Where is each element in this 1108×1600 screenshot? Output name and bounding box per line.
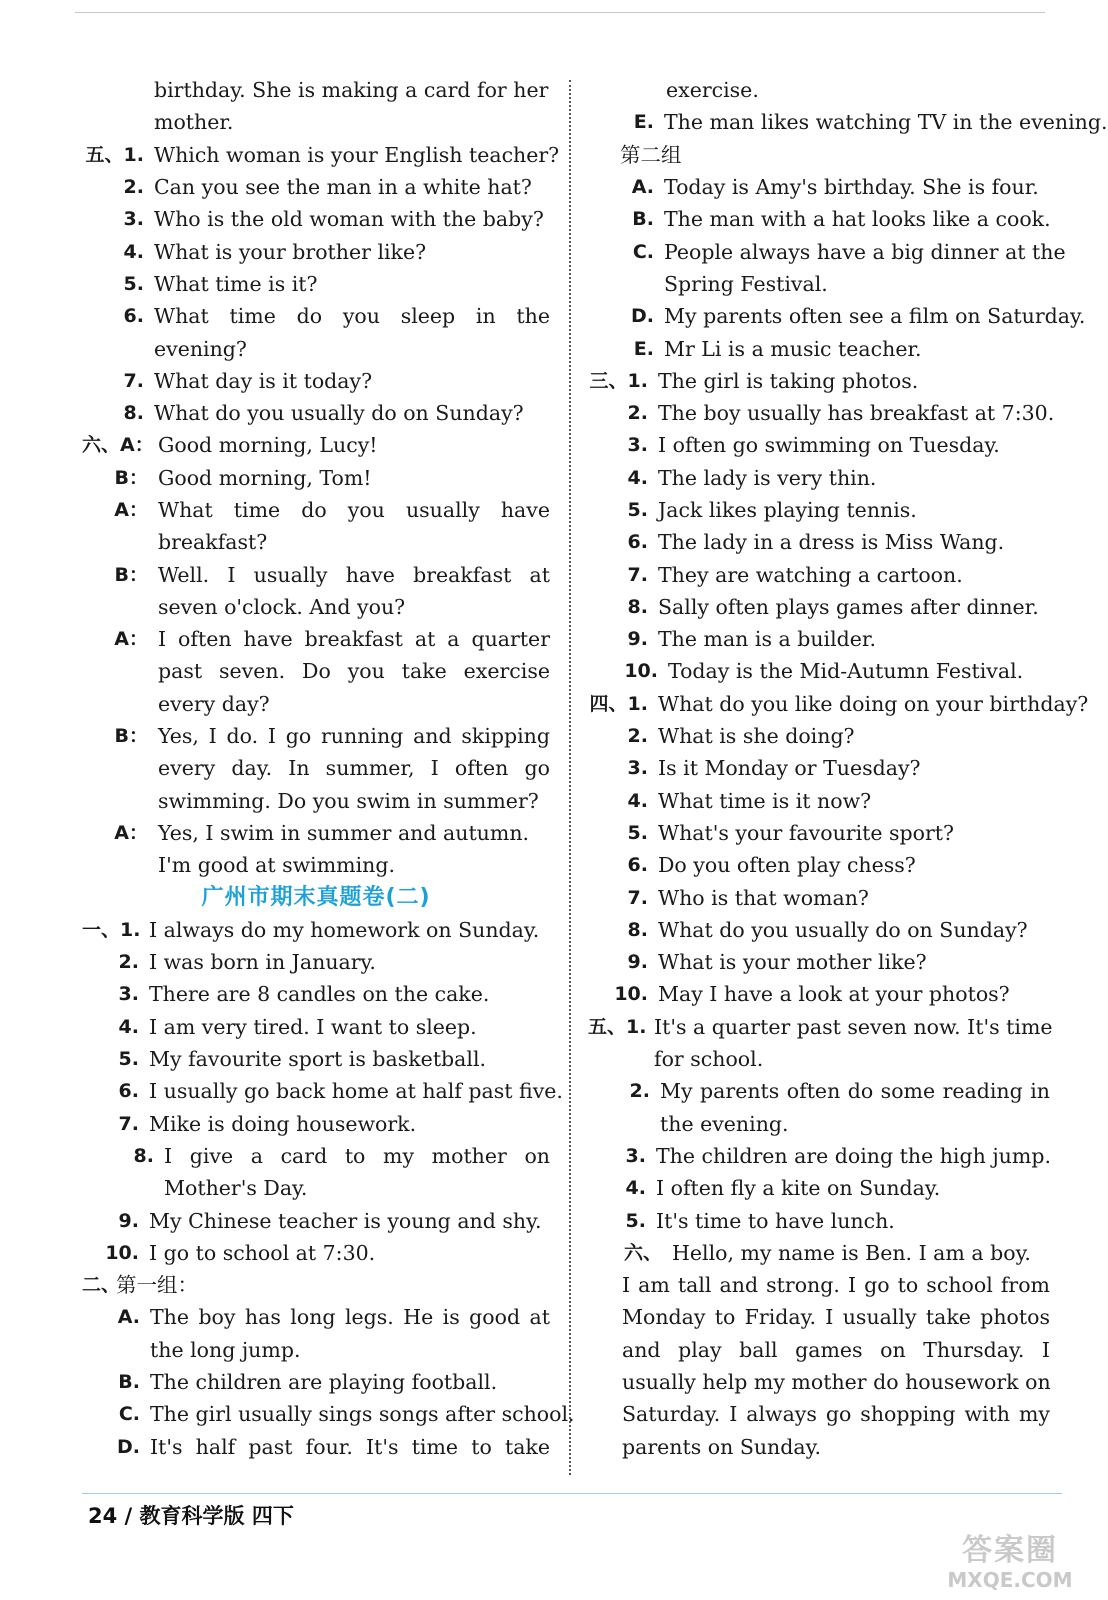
item-text: Good morning, Lucy! xyxy=(158,433,378,458)
answer-line xyxy=(588,1301,1050,1333)
item-text: Yes, I do. I go running and skipping xyxy=(158,724,550,749)
answer-line xyxy=(588,623,1050,655)
item-text: mother. xyxy=(154,110,234,135)
answer-line xyxy=(588,106,1108,138)
item-label: 2. xyxy=(123,176,144,199)
answer-line xyxy=(588,1204,1050,1236)
item-label: 4. xyxy=(123,240,144,263)
answer-line xyxy=(82,558,550,590)
answer-line xyxy=(588,1140,1050,1172)
item-label: 六、 xyxy=(623,1241,662,1264)
item-label: 5. xyxy=(627,821,648,844)
item-text: I give a card to my mother on xyxy=(164,1143,550,1168)
item-label: 一、1. xyxy=(82,918,141,941)
answer-line xyxy=(588,914,1050,946)
answer-line xyxy=(82,1269,550,1301)
answer-line xyxy=(588,494,1050,526)
answer-line xyxy=(82,1334,550,1366)
item-text: I often have breakfast at a quarter xyxy=(158,627,550,652)
item-text: every day? xyxy=(158,691,270,716)
answer-line xyxy=(588,591,1050,623)
answer-line xyxy=(82,139,560,171)
item-text: There are 8 candles on the cake. xyxy=(149,982,490,1007)
item-label: 三、1. xyxy=(589,369,648,392)
answer-line xyxy=(588,849,1050,881)
answer-line xyxy=(82,655,550,687)
answer-line xyxy=(588,1430,1050,1462)
book-edition: 教育科学版 四下 xyxy=(139,1504,294,1528)
item-label: 5. xyxy=(123,272,144,295)
section-title: 广州市期末真题卷(二) xyxy=(201,884,431,910)
answer-line xyxy=(82,203,550,235)
item-text: the evening. xyxy=(660,1111,789,1136)
answer-line xyxy=(82,332,550,364)
item-label: 10. xyxy=(105,1241,139,1264)
answer-line xyxy=(588,752,1050,784)
item-label: 7. xyxy=(627,563,648,586)
item-text: I am tall and strong. I go to school from xyxy=(622,1273,1050,1298)
item-label: 7. xyxy=(627,886,648,909)
item-label: 3. xyxy=(627,434,648,457)
item-text: The lady is very thin. xyxy=(658,465,877,490)
answer-line xyxy=(82,785,550,817)
item-label: 六、A： xyxy=(82,434,154,457)
item-text: It's half past four. It's time to take xyxy=(150,1434,550,1459)
answer-line xyxy=(588,300,1086,332)
item-label: A： xyxy=(114,628,148,651)
item-text: The lady in a dress is Miss Wang. xyxy=(658,530,1005,555)
item-text: The man is a builder. xyxy=(658,627,876,652)
answer-line xyxy=(82,1172,550,1204)
answer-line xyxy=(588,881,1050,913)
item-text: What is she doing? xyxy=(658,724,855,749)
item-text: My parents often see a film on Saturday. xyxy=(664,304,1086,329)
watermark-url: MXQE.COM xyxy=(947,1568,1073,1592)
item-label: 2. xyxy=(627,402,648,425)
item-text: Mr Li is a music teacher. xyxy=(664,336,922,361)
item-label: 二、 xyxy=(82,1274,121,1297)
item-label: 3. xyxy=(118,983,139,1006)
item-label: B. xyxy=(632,208,654,231)
item-text: swimming. Do you swim in summer? xyxy=(158,788,539,813)
item-text: The children are doing the high jump. xyxy=(656,1143,1051,1168)
answer-line xyxy=(82,106,550,138)
answer-line xyxy=(82,1140,550,1172)
left-column xyxy=(82,74,575,1463)
answer-line xyxy=(82,623,550,655)
answer-line xyxy=(82,1237,550,1269)
answer-line xyxy=(82,462,550,494)
right-column xyxy=(588,74,1108,1463)
answer-line xyxy=(588,203,1050,235)
answer-line xyxy=(588,526,1050,558)
item-text: exercise. xyxy=(666,78,759,103)
answer-line xyxy=(588,1043,1050,1075)
answer-line xyxy=(82,429,550,461)
item-text: Hello, my name is Ben. I am a boy. xyxy=(672,1240,1031,1265)
item-label: C. xyxy=(118,1403,140,1426)
item-text: Good morning, Tom! xyxy=(158,465,372,490)
item-label: 10. xyxy=(624,660,658,683)
answer-line xyxy=(588,720,1050,752)
item-text: I usually go back home at half past five. xyxy=(149,1079,563,1104)
item-label: 2. xyxy=(627,725,648,748)
answer-line xyxy=(82,1075,563,1107)
item-text: What do you usually do on Sunday? xyxy=(658,917,1028,942)
item-label: 3. xyxy=(123,208,144,231)
item-text: It's time to have lunch. xyxy=(656,1208,895,1233)
answer-line xyxy=(588,688,1089,720)
item-label: 4. xyxy=(627,466,648,489)
item-text: Mike is doing housework. xyxy=(149,1111,417,1136)
answer-line xyxy=(588,365,1050,397)
item-text: Who is that woman? xyxy=(658,885,869,910)
item-text: I often go swimming on Tuesday. xyxy=(658,433,1000,458)
item-text: birthday. She is making a card for her xyxy=(154,78,549,103)
item-label: 6. xyxy=(123,305,144,328)
item-label: 8. xyxy=(123,402,144,425)
item-text: What do you usually do on Sunday? xyxy=(154,401,524,426)
item-label: 3. xyxy=(625,1144,646,1167)
item-text: Do you often play chess? xyxy=(658,853,916,878)
item-label: 9. xyxy=(627,628,648,651)
answer-line xyxy=(82,1108,550,1140)
answer-line xyxy=(82,74,550,106)
item-text: What do you like doing on your birthday? xyxy=(658,691,1089,716)
item-text: Which woman is your English teacher? xyxy=(154,142,560,167)
item-label: E. xyxy=(633,111,654,134)
item-label: 9. xyxy=(627,951,648,974)
item-text: Today is Amy's birthday. She is four. xyxy=(664,175,1039,200)
answer-line xyxy=(82,1366,550,1398)
item-label: 6. xyxy=(627,854,648,877)
answer-line xyxy=(82,235,550,267)
answer-line xyxy=(588,1237,1050,1269)
answer-line xyxy=(82,526,550,558)
answer-line xyxy=(588,978,1050,1010)
item-label: 8. xyxy=(627,595,648,618)
item-label: 7. xyxy=(123,369,144,392)
item-label: 4. xyxy=(118,1015,139,1038)
answer-line xyxy=(588,1011,1053,1043)
item-text: What is your mother like? xyxy=(658,950,927,975)
item-text: the long jump. xyxy=(150,1337,301,1362)
item-label: 4. xyxy=(627,789,648,812)
item-text: and play ball games on Thursday. I xyxy=(622,1337,1050,1362)
answer-line xyxy=(588,397,1055,429)
answer-line xyxy=(82,365,550,397)
item-label: D. xyxy=(631,305,654,328)
item-label: 4. xyxy=(625,1177,646,1200)
item-text: I go to school at 7:30. xyxy=(149,1240,376,1265)
item-text: The children are playing football. xyxy=(150,1370,498,1395)
item-text: I am very tired. I want to sleep. xyxy=(149,1014,477,1039)
item-text: My parents often do some reading in xyxy=(660,1079,1050,1104)
answer-line xyxy=(588,139,1050,171)
item-text: breakfast? xyxy=(158,530,268,555)
item-text: seven o'clock. And you? xyxy=(158,594,406,619)
answer-line xyxy=(588,332,1050,364)
item-text: Sally often plays games after dinner. xyxy=(658,594,1039,619)
item-label: 2. xyxy=(629,1080,650,1103)
item-text: What time do you usually have xyxy=(158,498,550,522)
item-label: C. xyxy=(632,240,654,263)
item-text: What time is it now? xyxy=(658,788,872,813)
item-label: E. xyxy=(633,337,654,360)
item-text: parents on Sunday. xyxy=(622,1434,821,1459)
item-label: 5. xyxy=(627,499,648,521)
item-text: The boy has long legs. He is good at xyxy=(150,1305,550,1330)
answer-line xyxy=(588,1108,1050,1140)
item-label: 五、1. xyxy=(85,143,144,166)
answer-line xyxy=(588,235,1066,267)
item-label: 5. xyxy=(118,1048,139,1071)
item-text: What's your favourite sport? xyxy=(658,820,955,845)
item-label: 3. xyxy=(627,757,648,780)
item-label: 8. xyxy=(133,1144,154,1167)
answer-line xyxy=(588,655,1050,687)
item-text: The girl is taking photos. xyxy=(658,368,919,393)
item-text: 第二组 xyxy=(620,142,682,167)
item-text: May I have a look at your photos? xyxy=(658,982,1010,1007)
item-text: I'm good at swimming. xyxy=(158,853,396,878)
item-text: The man with a hat looks like a cook. xyxy=(664,207,1051,232)
item-text: People always have a big dinner at the xyxy=(664,239,1066,264)
item-label: A： xyxy=(114,821,148,844)
answer-line xyxy=(82,397,550,429)
answer-line xyxy=(82,1043,550,1075)
watermark-logo xyxy=(935,1534,1085,1594)
answer-line xyxy=(588,558,1050,590)
item-text: What time is it? xyxy=(154,271,318,296)
answer-line xyxy=(82,688,550,720)
item-label: B： xyxy=(114,563,148,586)
footer-rule xyxy=(82,1493,1062,1494)
item-label: 8. xyxy=(627,918,648,941)
answer-line xyxy=(82,946,550,978)
answer-line xyxy=(588,268,1050,300)
item-text: I was born in January. xyxy=(149,950,376,975)
item-text: Can you see the man in a white hat? xyxy=(154,175,532,200)
item-label: A. xyxy=(117,1306,140,1329)
item-label: 9. xyxy=(118,1209,139,1232)
answer-line xyxy=(588,1366,1050,1398)
answer-line xyxy=(82,591,550,623)
item-text: Saturday. I always go shopping with my xyxy=(622,1402,1050,1427)
answer-line xyxy=(588,1334,1050,1366)
answer-line xyxy=(82,1011,550,1043)
item-label: A： xyxy=(114,499,148,521)
item-text: The girl usually sings songs after school. xyxy=(150,1402,575,1427)
watermark-title: 答案圈 xyxy=(962,1533,1058,1568)
item-text: 第一组： xyxy=(116,1273,198,1298)
answer-line xyxy=(82,268,550,300)
item-text: They are watching a cartoon. xyxy=(658,562,963,587)
item-label: 10. xyxy=(614,983,648,1006)
item-label: D. xyxy=(117,1435,140,1458)
item-text: every day. In summer, I often go xyxy=(158,756,550,781)
answer-line xyxy=(82,978,550,1010)
item-text: for school. xyxy=(654,1047,764,1072)
item-text: I often fly a kite on Sunday. xyxy=(656,1176,941,1201)
answer-line xyxy=(588,74,1050,106)
item-text: Today is the Mid-Autumn Festival. xyxy=(668,659,1024,684)
column-divider xyxy=(569,80,571,1475)
item-text: Monday to Friday. I usually take photos xyxy=(622,1305,1050,1330)
answer-line xyxy=(82,300,550,332)
answer-line xyxy=(588,171,1050,203)
item-text: The man likes watching TV in the evening. xyxy=(664,110,1108,135)
item-label: 7. xyxy=(118,1112,139,1135)
item-text: My favourite sport is basketball. xyxy=(149,1047,487,1072)
item-text: I always do my homework on Sunday. xyxy=(149,917,540,942)
item-label: 5. xyxy=(625,1209,646,1232)
item-label: A. xyxy=(631,176,654,199)
item-text: Jack likes playing tennis. xyxy=(658,498,917,522)
item-label: 五、1. xyxy=(588,1015,647,1038)
item-text: What time do you sleep in the xyxy=(154,304,550,329)
page-number: 24 xyxy=(88,1504,118,1528)
answer-line xyxy=(82,752,550,784)
item-text: Spring Festival. xyxy=(664,271,828,296)
answer-line xyxy=(588,1398,1050,1430)
item-label: 6. xyxy=(627,531,648,554)
item-text: Who is the old woman with the baby? xyxy=(154,207,544,232)
footer-separator: / xyxy=(124,1504,133,1528)
answer-line xyxy=(588,462,1050,494)
item-label: 2. xyxy=(118,951,139,974)
answer-line xyxy=(588,817,1050,849)
item-text: Mother's Day. xyxy=(164,1176,308,1201)
answer-line xyxy=(82,849,550,881)
answer-line xyxy=(588,785,1050,817)
item-label: 6. xyxy=(118,1080,139,1103)
item-text: evening? xyxy=(154,336,247,361)
item-label: B： xyxy=(114,725,148,748)
item-text: What day is it today? xyxy=(154,368,373,393)
answer-line xyxy=(82,817,550,849)
item-text: It's a quarter past seven now. It's time xyxy=(654,1014,1053,1039)
item-text: What is your brother like? xyxy=(154,239,427,264)
item-text: The boy usually has breakfast at 7:30. xyxy=(658,401,1055,426)
item-label: B： xyxy=(114,466,148,489)
answer-line xyxy=(82,1204,550,1236)
page-footer xyxy=(88,1500,294,1530)
item-label: 四、1. xyxy=(589,692,648,715)
answer-line xyxy=(82,1430,550,1462)
answer-line xyxy=(82,494,550,526)
item-text: Well. I usually have breakfast at xyxy=(158,562,550,587)
answer-line xyxy=(82,171,550,203)
item-text: Yes, I swim in summer and autumn. xyxy=(158,820,530,845)
item-text: Is it Monday or Tuesday? xyxy=(658,756,921,781)
answer-line xyxy=(588,1075,1050,1107)
answer-line xyxy=(588,1269,1050,1301)
answer-line xyxy=(82,914,550,946)
answer-line xyxy=(82,1398,575,1430)
answer-line xyxy=(82,720,550,752)
item-label: B. xyxy=(118,1371,140,1394)
item-text: My Chinese teacher is young and shy. xyxy=(149,1208,542,1233)
top-rule xyxy=(75,12,1045,13)
item-text: usually help my mother do housework on xyxy=(622,1370,1051,1395)
answer-line xyxy=(82,1301,550,1333)
answer-line xyxy=(588,946,1050,978)
answer-line xyxy=(588,429,1050,461)
answer-line xyxy=(588,1172,1050,1204)
item-text: past seven. Do you take exercise xyxy=(158,659,550,684)
